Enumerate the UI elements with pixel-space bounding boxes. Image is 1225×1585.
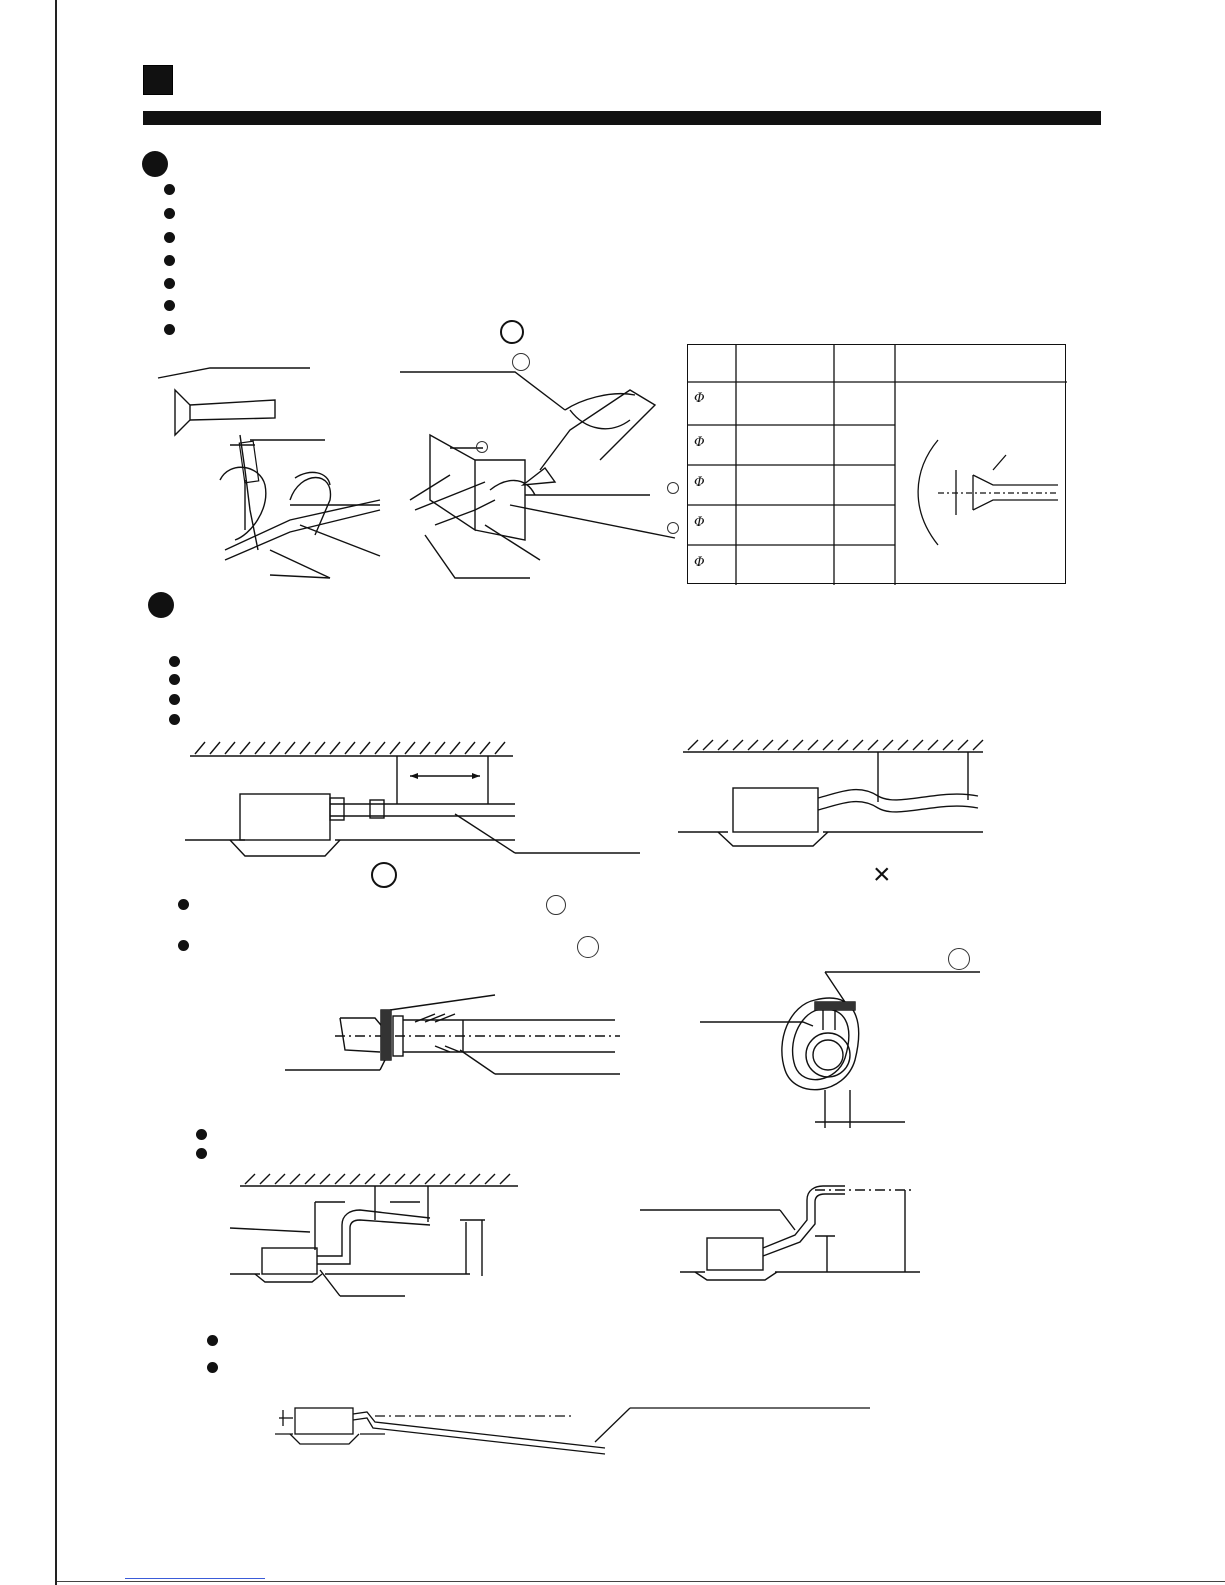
drain-riser-figure [635,1180,925,1280]
page-margin-line [55,0,57,1585]
phi-label: Φ [694,515,705,530]
reference-circle [476,441,488,453]
drain-slope-figure [275,1400,875,1460]
list-bullet [164,232,175,243]
list-bullet [207,1335,218,1346]
wrong-support-figure [678,738,988,850]
list-bullet [164,324,175,335]
drain-lift-figure [230,1170,520,1300]
list-bullet [169,694,180,705]
list-bullet [178,940,189,951]
list-bullet [164,255,175,266]
wrong-mark-icon: × [873,858,891,891]
phi-label: Φ [694,475,705,490]
reference-circle [577,936,599,958]
list-bullet [169,674,180,685]
reference-circle [948,948,970,970]
list-bullet [164,278,175,289]
list-bullet [164,184,175,195]
section-bullet-2 [148,592,174,618]
list-bullet [196,1129,207,1140]
reference-circle [667,522,679,534]
flare-wrench-figure [150,360,390,590]
list-bullet [169,714,180,725]
correct-support-figure [185,738,645,868]
list-bullet [196,1148,207,1159]
table-grid [688,345,1067,585]
footer-link-underline[interactable] [125,1578,265,1579]
list-bullet [178,899,189,910]
page-bottom-rule [57,1581,1225,1582]
reference-circle [512,353,530,371]
section-bullet-1 [142,151,168,177]
reference-circle [546,895,566,915]
flare-spec-table [687,344,1066,584]
list-bullet [164,300,175,311]
list-bullet [207,1362,218,1373]
pipe-connection-figure [395,350,685,590]
list-bullet [169,656,180,667]
reference-circle [500,320,524,344]
phi-label: Φ [694,435,705,450]
insulation-clamp-figure [285,990,625,1080]
correct-mark-icon [371,862,397,888]
title-bar [143,111,1101,125]
phi-label: Φ [694,555,705,570]
black-square-icon [143,65,173,95]
phi-label: Φ [694,391,705,406]
list-bullet [164,208,175,219]
reference-circle [667,482,679,494]
insulation-section-figure [695,960,985,1130]
